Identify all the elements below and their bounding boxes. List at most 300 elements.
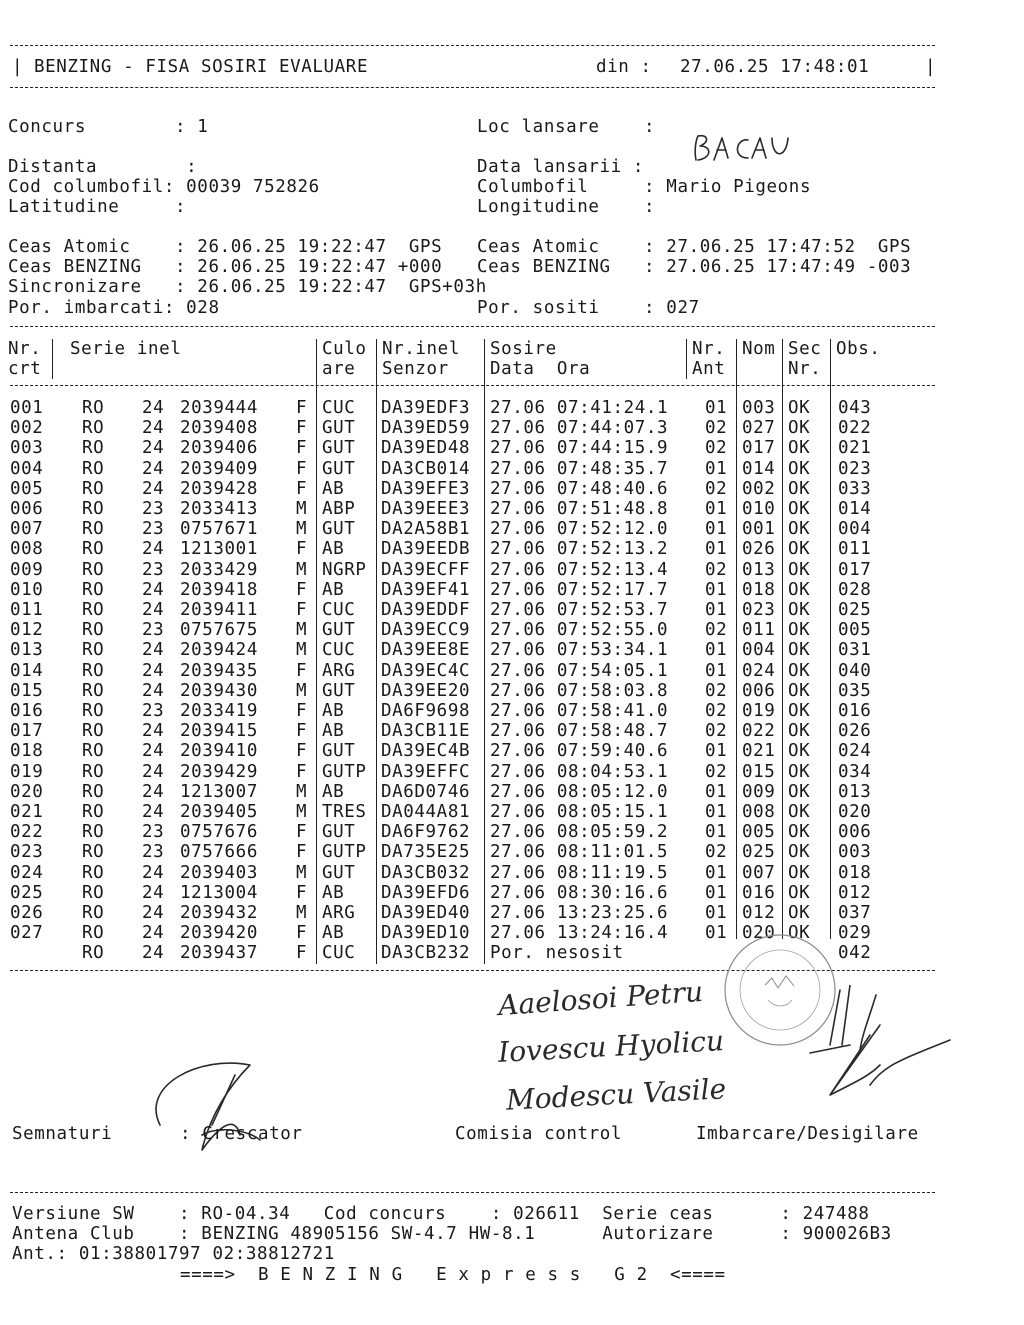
- col-nrinel-header-2: Senzor: [382, 359, 449, 379]
- cell-arrival: 27.06 08:11:19.5: [490, 862, 669, 883]
- ceas-atomic-start: Ceas Atomic : 26.06.25 19:22:47 GPS: [8, 237, 443, 257]
- cell-nr: 014: [10, 660, 44, 681]
- cell-sensor: DA39EFFC: [381, 761, 471, 782]
- cell-obs: 018: [838, 862, 872, 883]
- data-lansarii-field: Data lansarii :: [477, 157, 645, 177]
- cell-sex: F: [296, 943, 308, 964]
- cell-color: GUT: [322, 458, 356, 479]
- cell-obs: 031: [838, 640, 872, 661]
- col-sec-header-1: Sec: [788, 339, 822, 359]
- cell-ant: 01: [705, 882, 728, 903]
- cell-nom: 021: [742, 741, 776, 762]
- cell-nom: 012: [742, 903, 776, 923]
- cell-ant: 01: [705, 822, 728, 843]
- col-culoare-header-2: are: [322, 359, 356, 379]
- cell-sec: OK: [788, 620, 811, 641]
- table-row: [0, 580, 1024, 600]
- cell-sensor: DA39ECC9: [381, 620, 471, 641]
- cell-obs: 011: [838, 539, 872, 560]
- cell-nom: 009: [742, 781, 776, 802]
- cell-nom: 010: [742, 499, 776, 519]
- cell-sex: F: [296, 579, 308, 600]
- cell-sensor: DA3CB032: [381, 862, 471, 883]
- cell-sex: F: [296, 600, 308, 620]
- cell-color: ARG: [322, 660, 356, 681]
- cell-nom: 022: [742, 721, 776, 742]
- cell-sensor: DA39EDDF: [381, 600, 471, 620]
- cell-country: RO: [82, 620, 105, 641]
- cell-year: 23: [142, 842, 165, 863]
- cell-nom: 014: [742, 458, 776, 479]
- cell-sex: F: [296, 398, 308, 418]
- cell-year: 23: [142, 620, 165, 641]
- col-culoare-header-1: Culo: [322, 339, 367, 359]
- cell-ant: 02: [705, 478, 728, 499]
- cell-ring: 2039405: [180, 802, 258, 822]
- cell-nr: 020: [10, 781, 44, 802]
- cell-sensor: DA39ECFF: [381, 559, 471, 580]
- cell-nr: 024: [10, 862, 44, 883]
- col-obs-header: Obs.: [836, 339, 881, 359]
- cell-arrival: 27.06 08:11:01.5: [490, 842, 669, 863]
- cell-color: CUC: [322, 640, 356, 661]
- distanta-field: Distanta :: [8, 157, 198, 177]
- cell-arrival: 27.06 07:52:13.4: [490, 559, 669, 580]
- cell-ring: 2033413: [180, 499, 258, 519]
- cell-sensor: DA39EFE3: [381, 478, 471, 499]
- col-nrant-header-1: Nr.: [692, 339, 726, 359]
- cell-sensor: DA3CB014: [381, 458, 471, 479]
- cell-nr: 009: [10, 559, 44, 580]
- cell-year: 24: [142, 761, 165, 782]
- cell-sec: OK: [788, 802, 811, 822]
- cell-arrival: 27.06 07:58:41.0: [490, 701, 669, 721]
- cell-arrival: 27.06 07:44:07.3: [490, 418, 669, 439]
- table-row: [0, 640, 1024, 660]
- cell-arrival: 27.06 13:24:16.4: [490, 923, 669, 944]
- cell-sec: OK: [788, 660, 811, 681]
- col-nr-header-2: crt: [8, 359, 42, 379]
- table-row: [0, 923, 1024, 943]
- cell-obs: 037: [838, 903, 872, 923]
- cell-ring: 0757675: [180, 620, 258, 641]
- cell-year: 23: [142, 559, 165, 580]
- cell-sensor: DA39EE8E: [381, 640, 471, 661]
- cell-sec: OK: [788, 579, 811, 600]
- table-row: [0, 842, 1024, 862]
- cell-ring: 2039410: [180, 741, 258, 762]
- cell-country: RO: [82, 741, 105, 762]
- header-left-bar: |: [12, 57, 24, 77]
- cell-sec: OK: [788, 418, 811, 439]
- cell-country: RO: [82, 519, 105, 540]
- cell-arrival: 27.06 07:44:15.9: [490, 438, 669, 459]
- cell-sex: M: [296, 903, 308, 923]
- cell-year: 24: [142, 923, 165, 944]
- porumbei-imbarcati: Por. imbarcati: 028: [8, 298, 220, 318]
- cell-arrival: 27.06 07:52:55.0: [490, 620, 669, 641]
- cell-nr: 018: [10, 741, 44, 762]
- cell-ring: 2039429: [180, 761, 258, 782]
- cell-nom: 019: [742, 701, 776, 721]
- col-rule-5: [686, 339, 687, 379]
- cell-sex: M: [296, 862, 308, 883]
- cell-ring: 2039420: [180, 923, 258, 944]
- cell-ant: 02: [705, 620, 728, 641]
- cell-nr: 002: [10, 418, 44, 439]
- table-row: [0, 398, 1024, 418]
- cell-obs: 014: [838, 499, 872, 519]
- col-rule-1: [52, 339, 53, 379]
- cell-arrival: 27.06 08:05:59.2: [490, 822, 669, 843]
- cell-year: 23: [142, 499, 165, 519]
- cell-country: RO: [82, 701, 105, 721]
- cell-nr: 012: [10, 620, 44, 641]
- cell-country: RO: [82, 539, 105, 560]
- cell-ant: 01: [705, 499, 728, 519]
- cell-color: AB: [322, 701, 345, 721]
- cell-country: RO: [82, 458, 105, 479]
- cell-ring: 0757666: [180, 842, 258, 863]
- cell-sensor: DA39EE20: [381, 680, 471, 701]
- cell-nr: 023: [10, 842, 44, 863]
- cell-year: 24: [142, 438, 165, 459]
- cell-ant: 02: [705, 680, 728, 701]
- table-row: [0, 701, 1024, 721]
- cell-country: RO: [82, 680, 105, 701]
- table-row: [0, 741, 1024, 761]
- cell-obs: 033: [838, 478, 872, 499]
- cell-sensor: DA39EC4B: [381, 741, 471, 762]
- cell-color: ABP: [322, 499, 356, 519]
- cod-columbofil-field: Cod columbofil: 00039 752826: [8, 177, 320, 197]
- cell-color: CUC: [322, 600, 356, 620]
- header-right-bar: |: [925, 57, 937, 77]
- cell-color: GUTP: [322, 842, 367, 863]
- cell-year: 24: [142, 398, 165, 418]
- cell-arrival: Por. nesosit: [490, 943, 624, 964]
- cell-color: AB: [322, 539, 345, 560]
- table-row: [0, 620, 1024, 640]
- cell-sec: OK: [788, 761, 811, 782]
- cell-nom: 004: [742, 640, 776, 661]
- cell-ring: 2039406: [180, 438, 258, 459]
- cell-sec: OK: [788, 701, 811, 721]
- cell-nom: 016: [742, 882, 776, 903]
- table-row: [0, 681, 1024, 701]
- cell-country: RO: [82, 418, 105, 439]
- table-row: [0, 782, 1024, 802]
- comisia-control-label: Comisia control: [455, 1124, 623, 1144]
- signature-commission-2: Iovescu Hyolicu: [497, 1024, 725, 1069]
- cell-obs: 012: [838, 882, 872, 903]
- cell-sec: OK: [788, 539, 811, 560]
- signature-commission-1: Aaelosoi Petru: [497, 974, 705, 1023]
- cell-arrival: 27.06 07:52:13.2: [490, 539, 669, 560]
- cell-arrival: 27.06 07:58:03.8: [490, 680, 669, 701]
- col-sosire-header-2: Data Ora: [490, 359, 591, 379]
- cell-nr: 026: [10, 903, 44, 923]
- cell-color: AB: [322, 781, 345, 802]
- table-row: [0, 822, 1024, 842]
- cell-nom: 002: [742, 478, 776, 499]
- col-sosire-header-1: Sosire: [490, 339, 557, 359]
- table-row: [0, 479, 1024, 499]
- cell-arrival: 27.06 07:41:24.1: [490, 398, 669, 418]
- cell-color: GUT: [322, 741, 356, 762]
- cell-sec: OK: [788, 680, 811, 701]
- cell-nom: 005: [742, 822, 776, 843]
- cell-obs: 042: [838, 943, 872, 964]
- cell-nom: 025: [742, 842, 776, 863]
- cell-sex: F: [296, 660, 308, 681]
- cell-year: 23: [142, 822, 165, 843]
- cell-obs: 034: [838, 761, 872, 782]
- footer-ant: Ant.: 01:38801797 02:38812721: [12, 1244, 335, 1264]
- cell-obs: 021: [838, 438, 872, 459]
- cell-year: 24: [142, 680, 165, 701]
- cell-country: RO: [82, 781, 105, 802]
- cell-color: TRES: [322, 802, 367, 822]
- cell-obs: 004: [838, 519, 872, 540]
- cell-country: RO: [82, 579, 105, 600]
- cell-obs: 025: [838, 600, 872, 620]
- cell-nr: 001: [10, 398, 44, 418]
- cell-sec: OK: [788, 600, 811, 620]
- cell-ant: 02: [705, 842, 728, 863]
- cell-sex: M: [296, 781, 308, 802]
- cell-sex: F: [296, 741, 308, 762]
- cell-ring: 0757676: [180, 822, 258, 843]
- cell-ant: 01: [705, 903, 728, 923]
- table-row: [0, 459, 1024, 479]
- cell-year: 24: [142, 741, 165, 762]
- cell-color: GUT: [322, 862, 356, 883]
- cell-country: RO: [82, 559, 105, 580]
- cell-nr: 003: [10, 438, 44, 459]
- porumbei-sositi: Por. sositi : 027: [477, 298, 700, 318]
- cell-arrival: 27.06 07:59:40.6: [490, 741, 669, 762]
- cell-ring: 2039437: [180, 943, 258, 964]
- cell-sec: OK: [788, 398, 811, 418]
- table-row: [0, 883, 1024, 903]
- cell-year: 23: [142, 701, 165, 721]
- cell-ring: 1213001: [180, 539, 258, 560]
- crescator-label: : Crescator: [180, 1124, 303, 1144]
- cell-obs: 022: [838, 418, 872, 439]
- col-nrinel-header-1: Nr.inel: [382, 339, 460, 359]
- cell-arrival: 27.06 13:23:25.6: [490, 903, 669, 923]
- cell-nom: 013: [742, 559, 776, 580]
- cell-obs: 035: [838, 680, 872, 701]
- cell-color: GUTP: [322, 761, 367, 782]
- cell-ring: 2039444: [180, 398, 258, 418]
- latitudine-field: Latitudine :: [8, 197, 187, 217]
- cell-sec: OK: [788, 438, 811, 459]
- cell-year: 24: [142, 943, 165, 964]
- table-row: [0, 438, 1024, 458]
- header-row-dashed-rule: [10, 385, 935, 386]
- cell-sec: OK: [788, 822, 811, 843]
- cell-sensor: DA39EDF3: [381, 398, 471, 418]
- cell-year: 24: [142, 781, 165, 802]
- cell-nom: 023: [742, 600, 776, 620]
- cell-sensor: DA39EEE3: [381, 499, 471, 519]
- cell-ring: 2039435: [180, 660, 258, 681]
- cell-country: RO: [82, 802, 105, 822]
- cell-sex: F: [296, 761, 308, 782]
- cell-nr: 027: [10, 923, 44, 944]
- footer-versiune: Versiune SW : RO-04.34 Cod concurs : 026611 Serie ceas : 247488: [12, 1204, 870, 1224]
- cell-sensor: DA2A58B1: [381, 519, 471, 540]
- cell-year: 24: [142, 600, 165, 620]
- cell-sex: F: [296, 701, 308, 721]
- cell-sex: F: [296, 438, 308, 459]
- cell-ant: 01: [705, 923, 728, 944]
- cell-year: 24: [142, 660, 165, 681]
- cell-obs: 020: [838, 802, 872, 822]
- cell-nom: 008: [742, 802, 776, 822]
- cell-nom: 024: [742, 660, 776, 681]
- cell-nom: 011: [742, 620, 776, 641]
- cell-ant: 01: [705, 640, 728, 661]
- cell-color: CUC: [322, 943, 356, 964]
- cell-nom: 018: [742, 579, 776, 600]
- loc-lansare-field: Loc lansare :: [477, 117, 656, 137]
- ceas-benzing-end: Ceas BENZING : 27.06.25 17:47:49 -003: [477, 257, 912, 277]
- cell-nom: 006: [742, 680, 776, 701]
- cell-sensor: DA39EFD6: [381, 882, 471, 903]
- ceas-benzing-start: Ceas BENZING : 26.06.25 19:22:47 +000: [8, 257, 443, 277]
- semnaturi-label: Semnaturi: [12, 1124, 113, 1144]
- cell-ant: 02: [705, 418, 728, 439]
- cell-sensor: DA3CB11E: [381, 721, 471, 742]
- cell-country: RO: [82, 882, 105, 903]
- cell-nr: 004: [10, 458, 44, 479]
- table-row: [0, 499, 1024, 519]
- cell-obs: 024: [838, 741, 872, 762]
- cell-sec: OK: [788, 559, 811, 580]
- cell-obs: 017: [838, 559, 872, 580]
- cell-ant: 02: [705, 721, 728, 742]
- cell-obs: 013: [838, 781, 872, 802]
- cell-year: 24: [142, 882, 165, 903]
- cell-color: GUT: [322, 418, 356, 439]
- cell-arrival: 27.06 07:53:34.1: [490, 640, 669, 661]
- cell-ring: 1213007: [180, 781, 258, 802]
- cell-year: 24: [142, 640, 165, 661]
- cell-country: RO: [82, 943, 105, 964]
- table-row: [0, 539, 1024, 559]
- cell-ring: 2039428: [180, 478, 258, 499]
- din-label: din :: [596, 57, 652, 77]
- cell-sex: F: [296, 458, 308, 479]
- loc-lansare-handwritten: [688, 130, 798, 170]
- cell-sec: OK: [788, 882, 811, 903]
- cell-sensor: DA3CB232: [381, 943, 471, 964]
- cell-nr: 007: [10, 519, 44, 540]
- cell-year: 24: [142, 458, 165, 479]
- cell-sec: OK: [788, 519, 811, 540]
- cell-ant: 02: [705, 701, 728, 721]
- cell-ring: 2039418: [180, 579, 258, 600]
- cell-country: RO: [82, 903, 105, 923]
- cell-obs: 040: [838, 660, 872, 681]
- cell-sex: M: [296, 620, 308, 641]
- cell-country: RO: [82, 640, 105, 661]
- cell-arrival: 27.06 07:52:17.7: [490, 579, 669, 600]
- cell-arrival: 27.06 08:05:12.0: [490, 781, 669, 802]
- cell-ring: 2039403: [180, 862, 258, 883]
- cell-nr: 025: [10, 882, 44, 903]
- cell-arrival: 27.06 08:30:16.6: [490, 882, 669, 903]
- cell-arrival: 27.06 07:48:35.7: [490, 458, 669, 479]
- cell-sex: M: [296, 640, 308, 661]
- cell-sex: F: [296, 539, 308, 560]
- cell-sex: F: [296, 842, 308, 863]
- cell-obs: 023: [838, 458, 872, 479]
- cell-country: RO: [82, 478, 105, 499]
- cell-year: 24: [142, 721, 165, 742]
- cell-nom: 001: [742, 519, 776, 540]
- cell-sex: M: [296, 499, 308, 519]
- cell-color: ARG: [322, 903, 356, 923]
- cell-country: RO: [82, 721, 105, 742]
- cell-ant: 02: [705, 559, 728, 580]
- cell-sex: M: [296, 802, 308, 822]
- cell-ring: 0757671: [180, 519, 258, 540]
- cell-arrival: 27.06 07:52:53.7: [490, 600, 669, 620]
- cell-sec: OK: [788, 458, 811, 479]
- footer-benzing-express: ====> B E N Z I N G E x p r e s s G 2 <====: [180, 1265, 726, 1285]
- cell-nom: 007: [742, 862, 776, 883]
- cell-nom: 017: [742, 438, 776, 459]
- cell-nr: 006: [10, 499, 44, 519]
- table-row: [0, 863, 1024, 883]
- table-row: [0, 661, 1024, 681]
- cell-sex: F: [296, 923, 308, 944]
- cell-country: RO: [82, 398, 105, 418]
- cell-obs: 043: [838, 398, 872, 418]
- col-serie-header: Serie inel: [70, 339, 182, 359]
- table-row: [0, 943, 1024, 963]
- concurs-field: Concurs : 1: [8, 117, 209, 137]
- cell-year: 24: [142, 903, 165, 923]
- cell-sensor: DA6D0746: [381, 781, 471, 802]
- cell-sex: F: [296, 478, 308, 499]
- cell-obs: 006: [838, 822, 872, 843]
- cell-nom: 020: [742, 923, 776, 944]
- cell-ring: 2039415: [180, 721, 258, 742]
- col-sec-header-2: Nr.: [788, 359, 822, 379]
- cell-color: CUC: [322, 398, 356, 418]
- cell-country: RO: [82, 842, 105, 863]
- cell-nr: 017: [10, 721, 44, 742]
- col-nr-header-1: Nr.: [8, 339, 42, 359]
- cell-sensor: DA39EC4C: [381, 660, 471, 681]
- cell-color: NGRP: [322, 559, 367, 580]
- cell-sec: OK: [788, 842, 811, 863]
- cell-color: AB: [322, 882, 345, 903]
- table-row: [0, 762, 1024, 782]
- table-top-dashed-rule: [10, 326, 935, 327]
- table-row: [0, 802, 1024, 822]
- signature-imbarcare-scribble: [790, 985, 960, 1115]
- cell-country: RO: [82, 862, 105, 883]
- document-title: BENZING - FISA SOSIRI EVALUARE: [34, 57, 369, 77]
- cell-sec: OK: [788, 478, 811, 499]
- cell-country: RO: [82, 660, 105, 681]
